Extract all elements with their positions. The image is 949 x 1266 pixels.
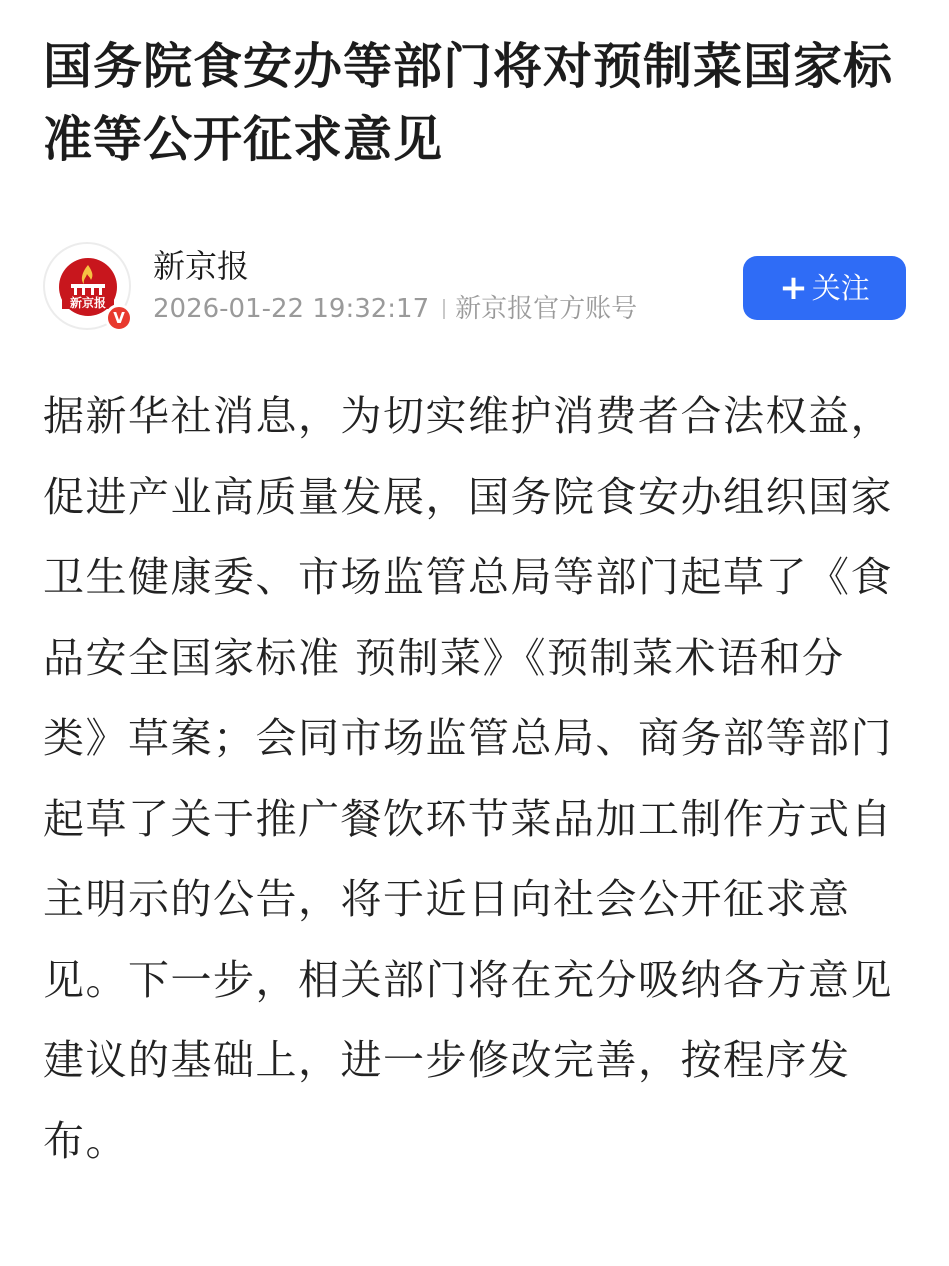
follow-button-label: 关注 [811,271,870,305]
post-meta [153,292,637,326]
follow-button[interactable] [743,256,906,320]
article-body: 据新华社消息，为切实维护消费者合法权益，促进产业高质量发展，国务院食安办组织国家卫生健康委、市场监管总局等部门起草了《食品安全国家标准 预制菜》《预制菜术语和分类》草案；会同市场监管总局、商务部等部门起草了关于推广餐饮环节菜品加工制作方式自主明示的公告，将于近日向社会公开征求意见。下一步，相关部门将在充分吸纳各方意见建议的基础上，进一步修改完善，按程序发布。 [43,392,893,1165]
avatar[interactable] [43,242,131,330]
account-type-label: 新京报官方账号 [455,294,638,324]
author-name[interactable]: 新京报 [153,247,250,285]
logo-text: 新京报 [69,296,107,310]
plus-icon: + [779,268,808,308]
meta-divider [443,299,445,319]
verified-v-icon: V [105,304,133,332]
author-row [43,242,906,334]
article-title: 国务院食安办等部门将对预制菜国家标准等公开征求意见 [43,38,894,168]
publish-timestamp: 2026-01-22 19:32:17 [153,294,430,324]
